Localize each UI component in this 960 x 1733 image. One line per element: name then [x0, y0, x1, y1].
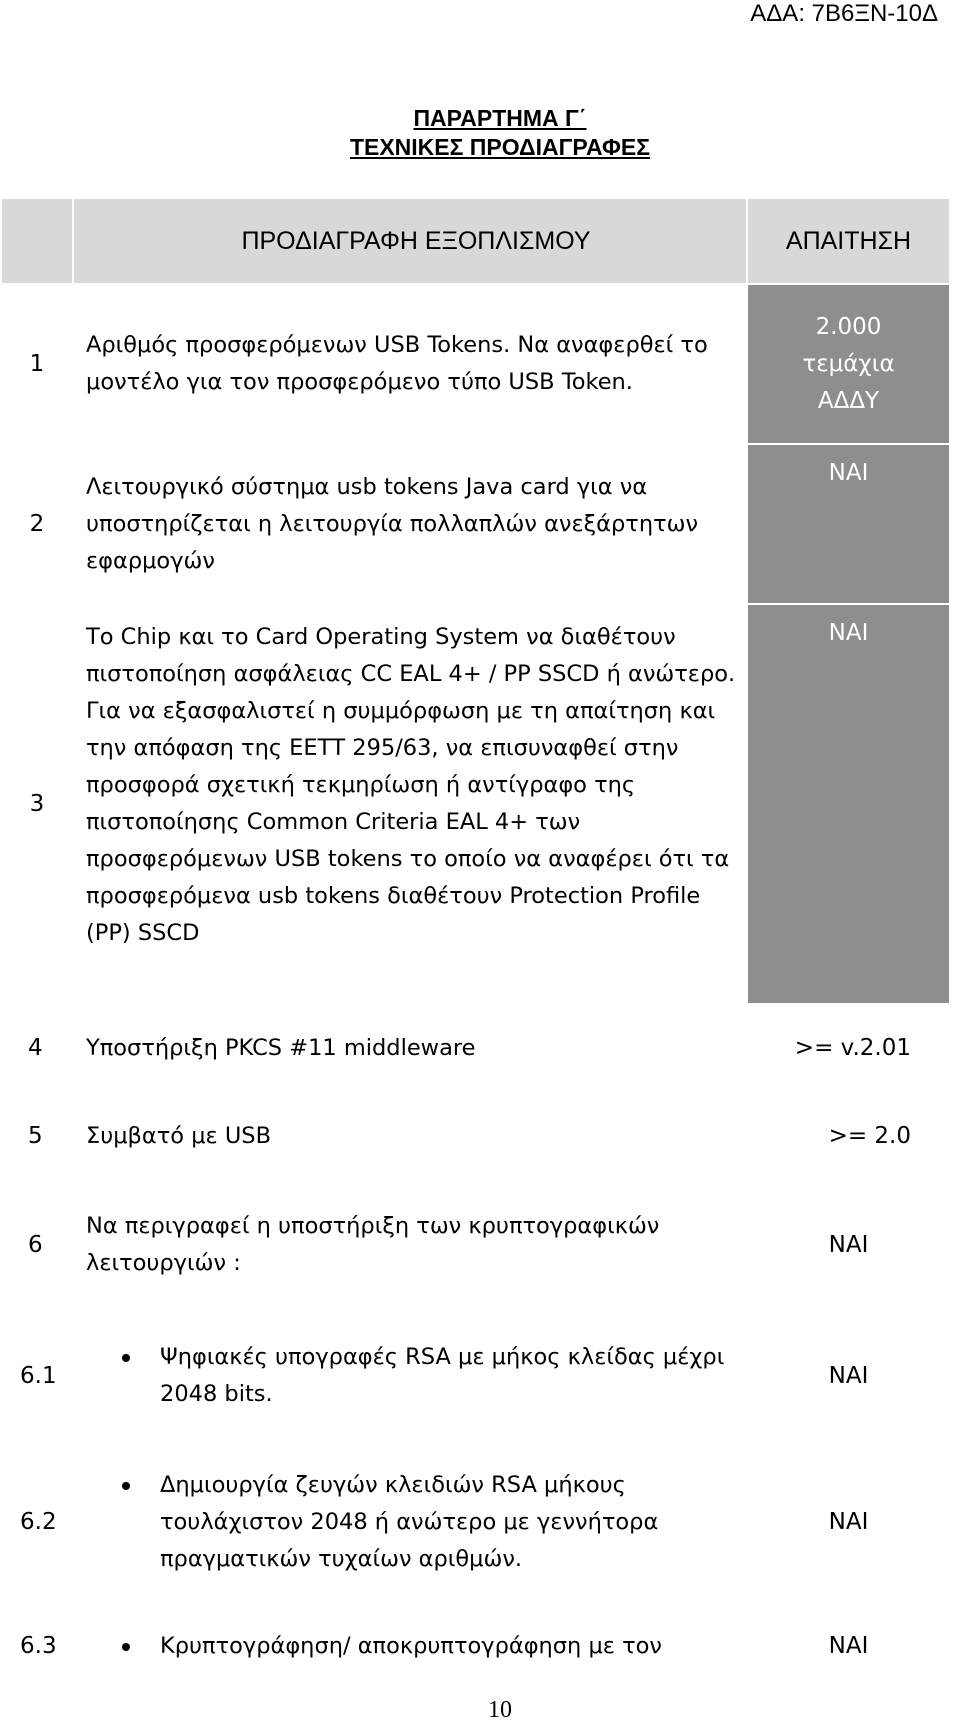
row-desc: Αριθμός προσφερόμενων USB Tokens. Να αναφερθεί το μοντέλο για τον προσφερόμενο τύπο USB Token.: [73, 284, 747, 444]
bullet-text: Ψηφιακές υπογραφές RSA με μήκος κλείδας μέχρι 2048 bits.: [160, 1344, 725, 1407]
row-num: 4: [1, 1004, 73, 1092]
row-desc: Υποστήριξη PKCS #11 middleware: [73, 1004, 747, 1092]
page-number: 10: [488, 1697, 512, 1723]
bullet-item: [74, 1467, 746, 1578]
row-num: 3: [1, 604, 73, 1004]
row-req: ΝΑΙ: [747, 1442, 950, 1602]
row-req-text: 2.000 τεμάχια ΑΔΔΥ: [802, 313, 895, 414]
row-req-text: ΝΑΙ: [828, 460, 869, 486]
row-desc: [73, 1602, 747, 1690]
row-desc: Να περιγραφεί η υποστήριξη των κρυπτογραφικών λειτουργιών :: [73, 1180, 747, 1310]
bullet-icon: [122, 1482, 130, 1490]
bullet-text: Κρυπτογράφηση/ αποκρυπτογράφηση με τον: [160, 1632, 662, 1659]
row-num: 1: [1, 284, 73, 444]
bullet-item: [74, 1628, 746, 1665]
row-desc: Συμβατό με USB: [73, 1092, 747, 1180]
row-desc: [73, 1442, 747, 1602]
spec-table: [0, 197, 951, 1691]
row-num: 6: [1, 1180, 73, 1310]
bullet-icon: [122, 1354, 130, 1362]
table-row: [1, 604, 950, 1004]
row-num: 2: [1, 444, 73, 604]
row-req: [747, 444, 950, 604]
header-desc-cell: ΠΡΟΔΙΑΓΡΑΦΗ ΕΞΟΠΛΙΣΜΟΥ: [73, 198, 747, 284]
table-header-row: [1, 198, 950, 284]
bullet-text: Δημιουργία ζευγών κλειδιών RSA μήκους τουλάχιστον 2048 ή ανώτερο με γεννήτορα πραγματικών τυχαίων αριθμών.: [160, 1471, 659, 1572]
row-desc: Το Chip και το Card Operating System να διαθέτουν πιστοποίηση ασφάλειας CC EAL 4+ / PP SSCD ή ανώτερο. Για να εξασφαλιστεί η συμμόρφωση με τη απαίτηση και την απόφαση της ΕΕΤΤ 295/63, να επισυναφθεί στην προσφορά σχετική τεκμηρίωση ή αντίγραφο της πιστοποίησης Common Criteria EAL 4+ των προσφερόμενων USB tokens το οποίο να αναφέρει ότι τα προσφερόμενα usb tokens διαθέτουν Protection Profile (PP) SSCD: [73, 604, 747, 1004]
row-num: 6.1: [1, 1310, 73, 1442]
table-row: [1, 1310, 950, 1442]
bullet-icon: [122, 1643, 130, 1651]
row-req: ΝΑΙ: [747, 1602, 950, 1690]
bullet-item: [74, 1339, 746, 1413]
table-row: [1, 1004, 950, 1092]
row-req: ΝΑΙ: [747, 1310, 950, 1442]
annex-title-line1: ΠΑΡΑΡΤΗΜΑ Γ΄: [413, 105, 587, 131]
row-desc: Λειτουργικό σύστημα usb tokens Java card για να υποστηρίζεται η λειτουργία πολλαπλών ανεξάρτητων εφαρμογών: [73, 444, 747, 604]
table-row: [1, 1180, 950, 1310]
header-req-cell: ΑΠΑΙΤΗΣΗ: [747, 198, 950, 284]
row-req: [747, 284, 950, 444]
header-num-cell: [1, 198, 73, 284]
table-row: [1, 444, 950, 604]
row-req: >= v.2.01: [747, 1004, 950, 1092]
annex-title: [0, 104, 960, 162]
table-row: [1, 284, 950, 444]
table-row: [1, 1442, 950, 1602]
row-desc: [73, 1310, 747, 1442]
ada-code: ΑΔΑ: 7Β6ΞΝ-10Δ: [750, 0, 938, 27]
annex-title-line2: ΤΕΧΝΙΚΕΣ ΠΡΟΔΙΑΓΡΑΦΕΣ: [349, 134, 651, 160]
table-row: [1, 1092, 950, 1180]
row-req: [747, 604, 950, 1004]
row-num: 6.3: [1, 1602, 73, 1690]
table-row: [1, 1602, 950, 1690]
row-req-text: ΝΑΙ: [828, 620, 869, 646]
row-req: >= 2.0: [747, 1092, 950, 1180]
row-num: 6.2: [1, 1442, 73, 1602]
row-req: ΝΑΙ: [747, 1180, 950, 1310]
row-num: 5: [1, 1092, 73, 1180]
